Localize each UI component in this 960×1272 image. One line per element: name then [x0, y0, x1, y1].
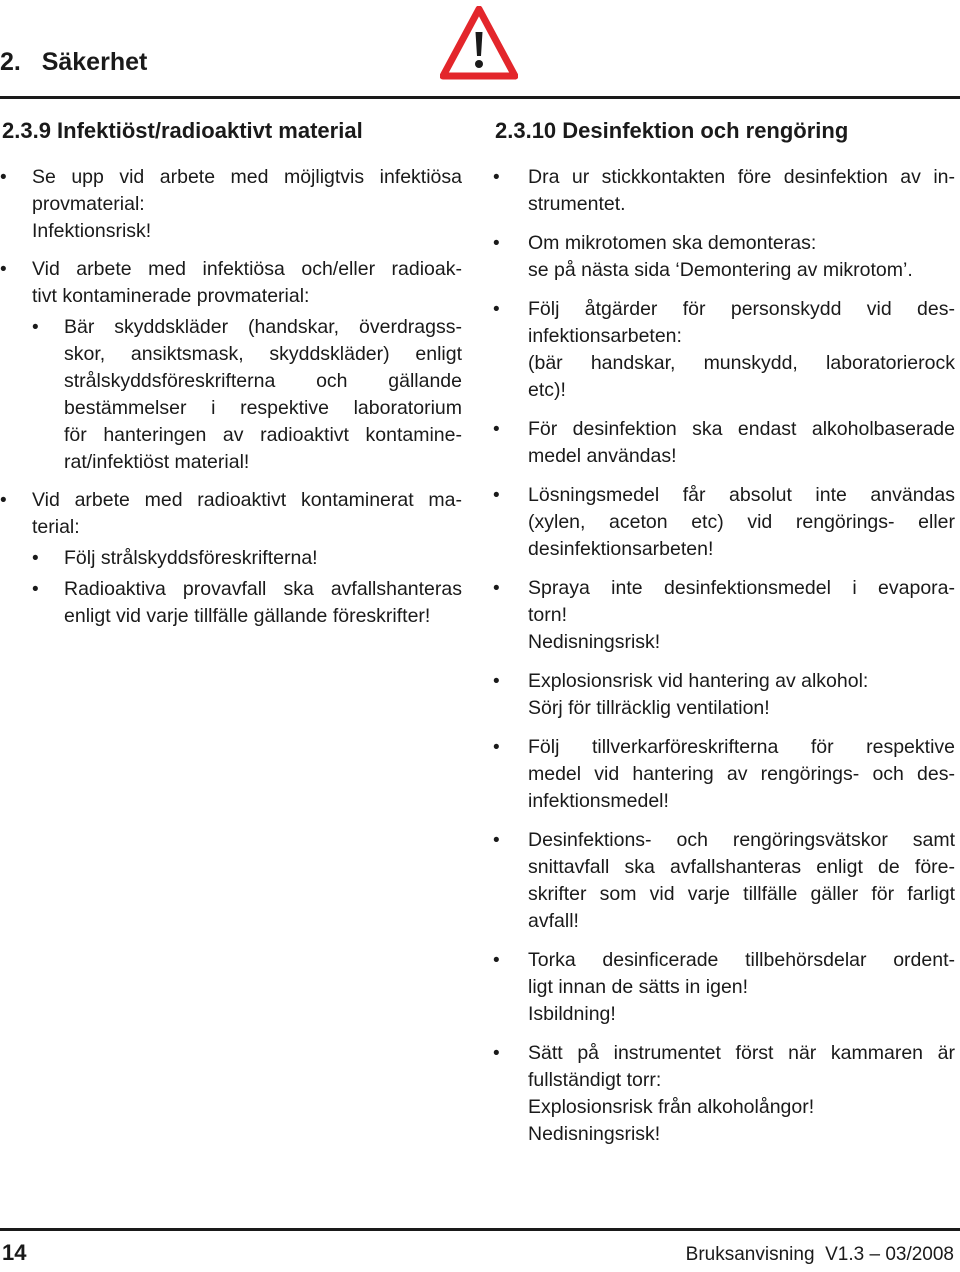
sub-list [32, 545, 462, 630]
footer-version: V1.3 [825, 1244, 865, 1265]
bullet-icon: • [32, 548, 39, 569]
footer-date: 03/2008 [885, 1244, 954, 1265]
page-number: 14 [2, 1240, 27, 1265]
bullet-icon: • [0, 167, 7, 188]
left-column [0, 118, 462, 641]
sub-list-item: • Radioaktiva provavfall ska avfallshanteras enligt vid varje tillfälle gällande föreskrifter! [32, 578, 462, 627]
list-item: • Spraya inte desinfektionsmedel i evapora- torn! Nedisningsrisk! [493, 577, 955, 653]
bullet-icon: • [0, 259, 7, 280]
bullet-icon: • [493, 737, 500, 758]
header-divider [0, 96, 960, 99]
bullet-icon: • [493, 1043, 500, 1064]
list-item: • Följ åtgärder för personskydd vid des- infektionsarbeten: (bär handskar, munskydd, laboratorierock etc)! [493, 298, 955, 401]
list-item: • Sätt på instrumentet först när kammaren är fullständigt torr: Explosionsrisk från alkoholångor! Nedisningsrisk! [493, 1042, 955, 1145]
footer-separator: – [869, 1244, 881, 1265]
list-item: • Torka desinficerade tillbehörsdelar ordent- ligt innan de sätts in igen! Isbildning! [493, 949, 955, 1025]
list-item: • Desinfektions- och rengöringsvätskor samt snittavfall ska avfallshanteras enligt de före- skrifter som vid varje tillfälle gäller för farligt avfall! [493, 829, 955, 932]
list-item: • Vid arbete med radioaktivt kontaminerat ma- terial: • Följ strålskyddsföreskrifterna! • Radioaktiva provavfall ska avfallshanteras enligt vid varje tillfälle gällande föreskrifter! [0, 487, 462, 630]
list-item: • Lösningsmedel får absolut inte användas (xylen, aceton etc) vid rengörings- eller desinfektionsarbeten! [493, 484, 955, 560]
bullet-list-disinfection [493, 164, 955, 1148]
right-column [493, 118, 955, 1160]
list-item: • Explosionsrisk vid hantering av alkohol: Sörj för tillräcklig ventilation! [493, 670, 869, 719]
list-item: • Se upp vid arbete med möjligtvis infektiösa provmaterial: Infektionsrisk! [0, 166, 462, 242]
list-item: • Vid arbete med infektiösa och/eller radioak- tivt kontaminerade provmaterial: • Bär skyddskläder (handskar, överdragss- skor, ansiktsmask, skyddskläder) enligt strålskyddsföreskrifterna och gällande bestämmelser i respektive laboratorium för hanteringen av radioaktivt kontamine- rat/infektiöst material! [0, 256, 462, 476]
bullet-icon: • [493, 950, 500, 971]
section-title-infectious: 2.3.9 Infektiöst/radioaktivt material [2, 118, 363, 143]
chapter-title: Säkerhet [41, 48, 148, 76]
bullet-icon: • [493, 233, 500, 254]
bullet-icon: • [32, 579, 39, 600]
bullet-icon: • [493, 830, 500, 851]
list-item: • För desinfektion ska endast alkoholbaserade medel användas! [493, 418, 955, 467]
footer-divider [0, 1228, 960, 1231]
sub-list-item: • Följ strålskyddsföreskrifterna! [32, 545, 462, 572]
bullet-icon: • [493, 419, 500, 440]
bullet-icon: • [493, 578, 500, 599]
bullet-icon: • [0, 490, 7, 511]
sub-list-item: • Bär skyddskläder (handskar, överdragss- skor, ansiktsmask, skyddskläder) enligt strålskyddsföreskrifterna och gällande bestämmelser i respektive laboratorium för hanteringen av radioaktivt kontamine- rat/infektiöst material! [32, 316, 462, 473]
bullet-list-infectious [0, 164, 462, 630]
section-title-disinfection: 2.3.10 Desinfektion och rengöring [495, 118, 849, 143]
chapter-heading [0, 48, 147, 77]
footer-manual-info [686, 1244, 954, 1266]
bullet-icon: • [493, 167, 500, 188]
list-item: • Följ tillverkarföreskrifterna för respektive medel vid hantering av rengörings- och des- infektionsmedel! [493, 736, 955, 812]
list-item: • Om mikrotomen ska demonteras: se på nästa sida ‘Demontering av mikrotom’. [493, 232, 913, 281]
footer-manual-title: Bruksanvisning [685, 1244, 815, 1265]
warning-triangle-icon [440, 6, 518, 80]
bullet-icon: • [32, 317, 39, 338]
chapter-number: 2. [0, 48, 21, 76]
bullet-icon: • [493, 485, 500, 506]
bullet-icon: • [493, 299, 500, 320]
bullet-icon: • [493, 671, 500, 692]
sub-list [32, 314, 462, 476]
list-item: • Dra ur stickkontakten före desinfektion av in- strumentet. [493, 166, 955, 215]
